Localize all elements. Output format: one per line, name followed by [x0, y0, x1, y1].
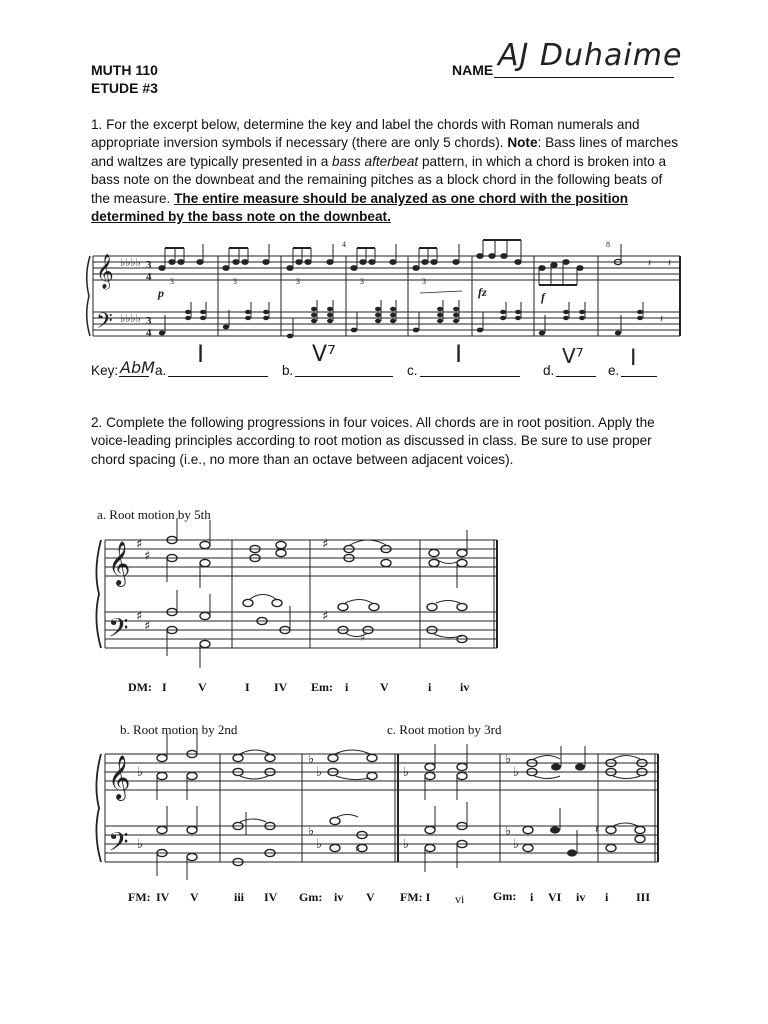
svg-text:𝄞: 𝄞	[108, 755, 131, 799]
svg-text:♭: ♭	[137, 765, 144, 780]
svg-text:♭: ♭	[308, 824, 315, 839]
answer-e-blank	[621, 376, 657, 377]
answer-e-value: I	[630, 346, 637, 371]
question-1-text: 1. For the excerpt below, determine the key and label the chords with Roman numerals and appropriate inversion symbols if necessary (there are only 5 chords). Note: Bass lines of marches and waltzes are typically presented in a bass afterbeat pattern, in which a chord is broken into a bass note on the downbeat and the remaining pitches as a block chord in the following beats of the measure. The entire measure should be analyzed as one chord with the position determined by the bass note on the downbeat.	[91, 117, 679, 225]
svg-text:4: 4	[146, 327, 152, 339]
svg-text:𝄢: 𝄢	[96, 309, 113, 339]
answer-a-label: a.	[155, 363, 167, 378]
question-2-text: 2. Complete the following progressions in four voices. All chords are in root position. Apply the voice-leading principles according to root motion as discussed in class. Be sure to use proper chord spacing (i.e., no more than an octave between adjacent voices).	[91, 415, 655, 467]
answer-d-label: d.	[543, 363, 555, 378]
svg-text:8: 8	[606, 240, 610, 249]
handwritten-name: AJ Duhaime	[498, 38, 683, 73]
svg-text:♭: ♭	[403, 837, 410, 852]
answer-b-label: b.	[282, 363, 294, 378]
svg-text:♯: ♯	[322, 609, 329, 624]
chord-label: V	[190, 890, 199, 904]
answer-b-blank	[295, 376, 393, 377]
chord-label: V	[198, 680, 207, 694]
svg-text:3: 3	[233, 277, 237, 286]
svg-text:♭♭♭♭: ♭♭♭♭	[120, 256, 141, 269]
answer-a-blank	[168, 376, 268, 377]
answer-d-value: V⁷	[562, 344, 584, 368]
chord-label: IV	[264, 890, 278, 904]
answer-e-label: e.	[608, 363, 620, 378]
svg-text:𝄢: 𝄢	[108, 612, 129, 650]
svg-text:♭: ♭	[505, 824, 512, 839]
svg-text:3: 3	[422, 277, 426, 286]
answer-c-value: I	[455, 340, 463, 368]
svg-text:♯: ♯	[136, 609, 143, 624]
svg-text:3: 3	[170, 277, 174, 286]
answer-d-blank	[556, 376, 596, 377]
example-b-title: b. Root motion by 2nd	[120, 722, 238, 737]
chord-label: IV	[274, 680, 288, 694]
chord-label: iv	[334, 890, 344, 904]
chord-label: DM:	[128, 680, 152, 694]
svg-text:♭♭♭♭: ♭♭♭♭	[120, 312, 141, 325]
svg-text:𝄞: 𝄞	[96, 254, 114, 289]
chord-label: iv	[576, 890, 586, 904]
svg-text:♯: ♯	[360, 631, 366, 644]
svg-text:4: 4	[146, 271, 152, 283]
svg-text:♯: ♯	[144, 619, 151, 634]
svg-text:𝄞: 𝄞	[108, 541, 131, 585]
chord-label: Em:	[311, 680, 333, 694]
etude-number: ETUDE #3	[91, 80, 158, 96]
svg-text:♭: ♭	[505, 752, 512, 767]
chord-label: FM:	[128, 890, 151, 904]
key-label: Key:	[91, 363, 119, 378]
chord-label: VI	[548, 890, 562, 904]
svg-text:p: p	[158, 286, 164, 300]
emphasis-text: The entire measure should be analyzed as one chord with the position determined by the bass note on the downbeat.	[91, 190, 629, 225]
chord-label: iii	[234, 890, 245, 904]
answer-b-value: V⁷	[312, 342, 336, 367]
svg-text:3: 3	[296, 277, 300, 286]
svg-text:3: 3	[146, 259, 152, 271]
svg-text:♯: ♯	[136, 537, 143, 552]
name-line	[494, 77, 674, 78]
course-code: MUTH 110	[91, 62, 158, 78]
svg-text:♭: ♭	[513, 765, 520, 780]
svg-text:𝄽: 𝄽	[660, 314, 664, 325]
chord-label: vi	[455, 892, 465, 906]
svg-text:♯: ♯	[355, 842, 361, 855]
svg-text:𝄽: 𝄽	[595, 823, 599, 836]
key-answer: AbM	[120, 358, 155, 377]
example-c-title: c. Root motion by 3rd	[387, 722, 502, 737]
chord-label: I	[162, 680, 167, 694]
svg-text:♯: ♯	[322, 537, 329, 552]
svg-text:4: 4	[342, 240, 346, 249]
svg-text:♭: ♭	[403, 765, 410, 780]
chord-label: i	[428, 680, 432, 694]
answer-a-value: I	[197, 340, 205, 368]
svg-text:𝄽: 𝄽	[668, 258, 672, 269]
svg-text:𝄢: 𝄢	[108, 826, 129, 864]
svg-text:3: 3	[360, 277, 364, 286]
svg-text:f: f	[541, 290, 545, 304]
chord-label: FM: I	[400, 890, 431, 904]
svg-text:♭: ♭	[316, 765, 323, 780]
chord-label: III	[636, 890, 651, 904]
svg-text:𝄽: 𝄽	[648, 258, 652, 269]
chord-label: i	[345, 680, 349, 694]
chord-label: Gm:	[493, 889, 517, 903]
chord-label: i	[530, 890, 534, 904]
svg-text:♭: ♭	[316, 837, 323, 852]
answer-c-blank	[420, 376, 520, 377]
chord-label: i	[605, 890, 609, 904]
example-a-title: a. Root motion by 5th	[97, 507, 211, 522]
svg-text:fz: fz	[478, 285, 487, 299]
svg-text:♭: ♭	[137, 837, 144, 852]
chord-label: Gm:	[299, 890, 323, 904]
chord-label: iv	[460, 680, 470, 694]
svg-text:♭: ♭	[513, 837, 520, 852]
chord-label: IV	[156, 890, 170, 904]
answer-c-label: c.	[407, 363, 418, 378]
name-label: NAME	[452, 62, 494, 78]
svg-text:♯: ♯	[144, 549, 151, 564]
chord-label: V	[380, 680, 389, 694]
svg-text:3: 3	[146, 315, 152, 327]
chord-label: V	[366, 890, 375, 904]
svg-text:♭: ♭	[308, 752, 315, 767]
chord-label: I	[245, 680, 250, 694]
